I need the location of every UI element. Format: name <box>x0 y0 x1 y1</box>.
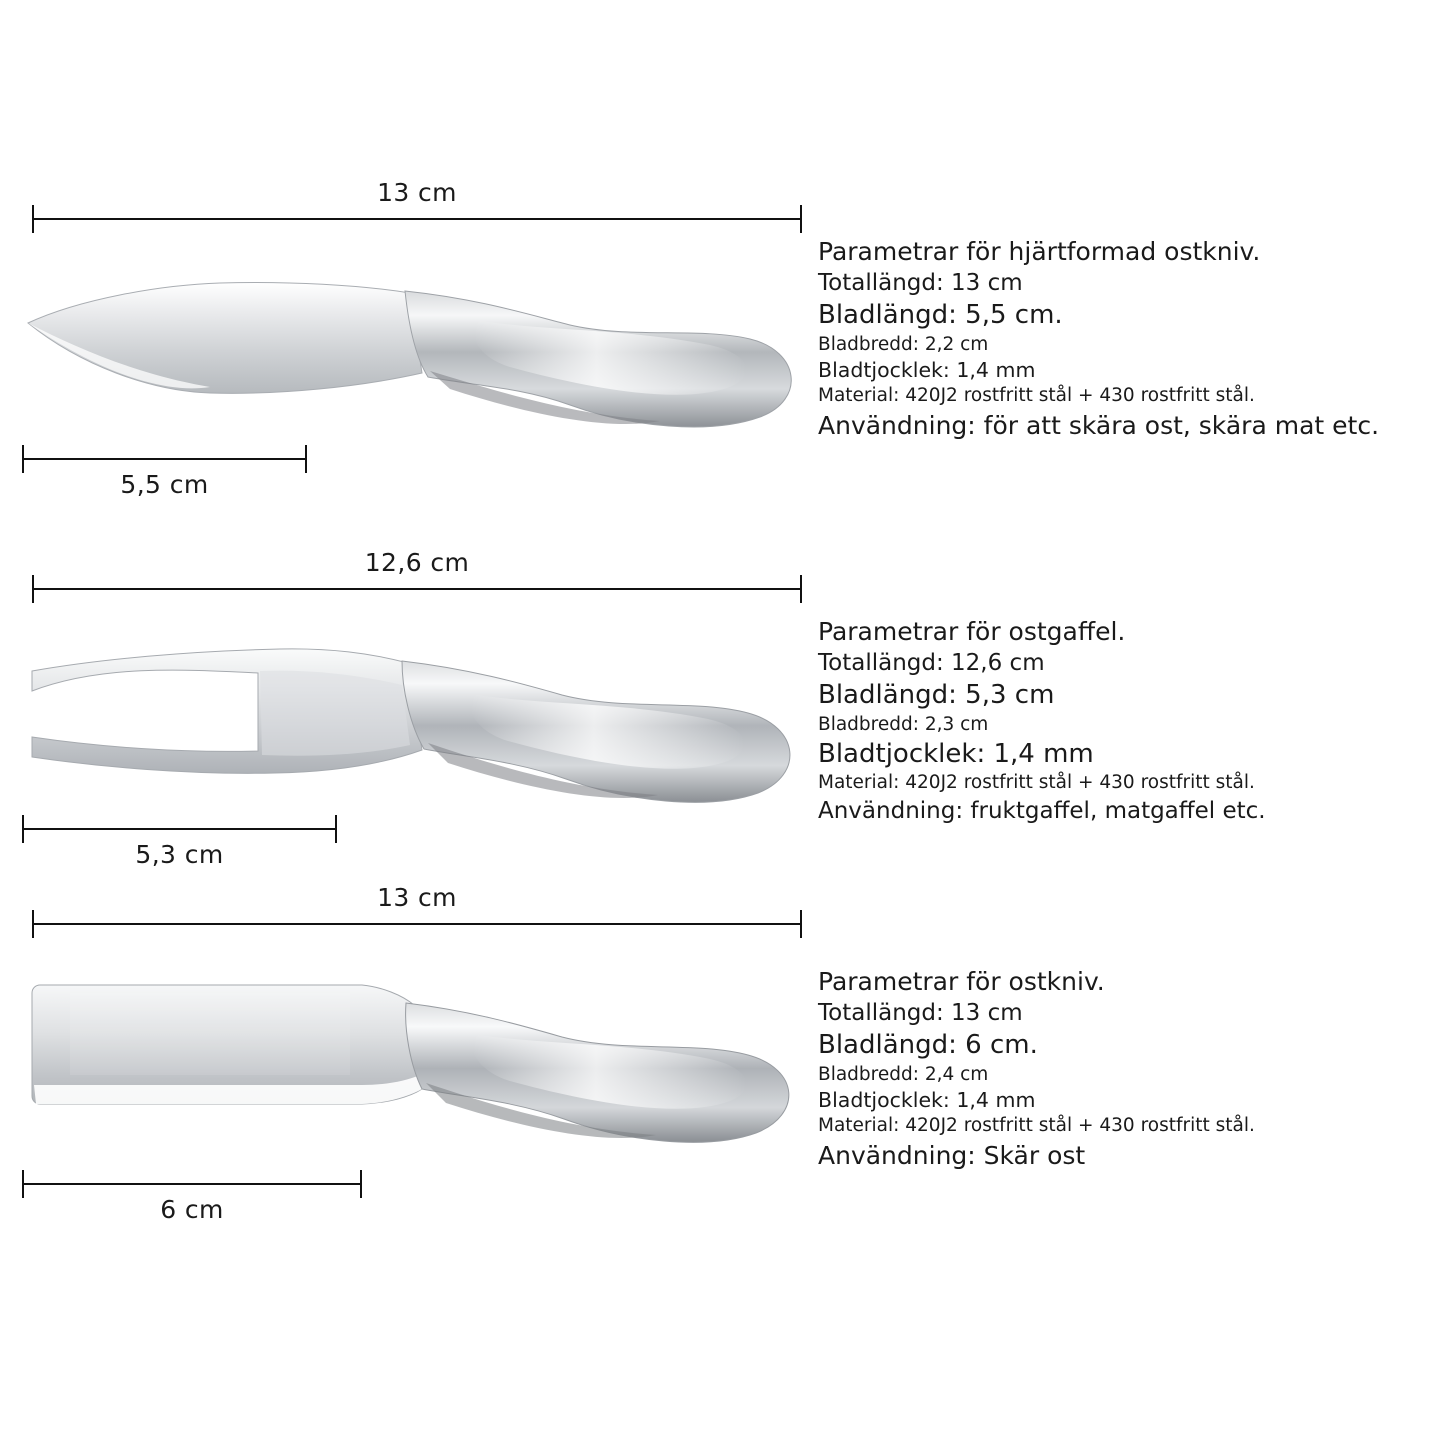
dimension-blade-1 <box>22 440 307 499</box>
spec-line: Bladlängd: 5,5 cm. <box>818 300 1063 331</box>
dimension-end-cap-right <box>305 445 307 473</box>
heart-shaped-cheese-knife-illustration <box>10 255 810 435</box>
spec-line: Användning: fruktgaffel, matgaffel etc. <box>818 797 1266 824</box>
dimension-top-3 <box>32 883 802 945</box>
spec-line: Totallängd: 13 cm <box>818 1000 1023 1026</box>
dimension-blade-2 <box>22 810 337 869</box>
dimension-line <box>32 588 802 590</box>
dimension-end-cap-left <box>22 815 24 843</box>
dimension-line <box>32 923 802 925</box>
cheese-knife-illustration <box>10 963 810 1153</box>
spec-line: Parametrar för hjärtformad ostkniv. <box>818 237 1261 266</box>
dimension-label-total-length: 12,6 cm <box>364 548 470 577</box>
spec-line: Bladlängd: 5,3 cm <box>818 680 1055 711</box>
dimension-blade-3 <box>22 1165 362 1224</box>
dimension-label-total-length: 13 cm <box>377 883 457 912</box>
dimension-line <box>32 218 802 220</box>
spec-line: Material: 420J2 rostfritt stål + 430 rostfritt stål. <box>818 772 1255 794</box>
dimension-label-blade-length: 6 cm <box>160 1195 224 1224</box>
spec-line: Parametrar för ostkniv. <box>818 967 1105 996</box>
dimension-end-cap-right <box>800 575 802 603</box>
dimension-end-cap-left <box>32 575 34 603</box>
spec-line: Material: 420J2 rostfritt stål + 430 rostfritt stål. <box>818 385 1255 407</box>
dimension-end-cap-left <box>32 910 34 938</box>
spec-line: Totallängd: 12,6 cm <box>818 650 1045 676</box>
dimension-label-blade-length: 5,5 cm <box>120 470 209 499</box>
dimension-label-total-length: 13 cm <box>377 178 457 207</box>
dimension-top-1 <box>32 178 802 240</box>
specs-cheese-fork <box>818 615 1418 826</box>
spec-line: Bladtjocklek: 1,4 mm <box>818 739 1094 770</box>
spec-line: Totallängd: 13 cm <box>818 270 1023 296</box>
specs-cheese-knife <box>818 965 1418 1172</box>
spec-line: Bladtjocklek: 1,4 mm <box>818 358 1036 383</box>
dimension-end-cap-right <box>335 815 337 843</box>
spec-line: Bladtjocklek: 1,4 mm <box>818 1088 1036 1113</box>
spec-line: Bladbredd: 2,3 cm <box>818 713 989 735</box>
spec-line: Bladlängd: 6 cm. <box>818 1030 1038 1061</box>
dimension-end-cap-left <box>22 1170 24 1198</box>
spec-line: Användning: för att skära ost, skära mat etc. <box>818 410 1380 440</box>
cheese-fork-illustration <box>10 625 810 815</box>
dimension-end-cap-left <box>22 445 24 473</box>
spec-line: Bladbredd: 2,4 cm <box>818 1063 989 1085</box>
spec-line: Material: 420J2 rostfritt stål + 430 rostfritt stål. <box>818 1115 1255 1137</box>
spec-line: Bladbredd: 2,2 cm <box>818 333 989 355</box>
specs-heart-shaped-cheese-knife <box>818 235 1418 442</box>
dimension-end-cap-right <box>360 1170 362 1198</box>
dimension-top-2 <box>32 548 802 610</box>
spec-line: Parametrar för ostgaffel. <box>818 617 1126 646</box>
dimension-end-cap-right <box>800 205 802 233</box>
dimension-line <box>22 1183 362 1185</box>
dimension-end-cap-right <box>800 910 802 938</box>
dimension-line <box>22 828 337 830</box>
spec-line: Användning: Skär ost <box>818 1140 1086 1170</box>
dimension-end-cap-left <box>32 205 34 233</box>
dimension-label-blade-length: 5,3 cm <box>135 840 224 869</box>
dimension-line <box>22 458 307 460</box>
